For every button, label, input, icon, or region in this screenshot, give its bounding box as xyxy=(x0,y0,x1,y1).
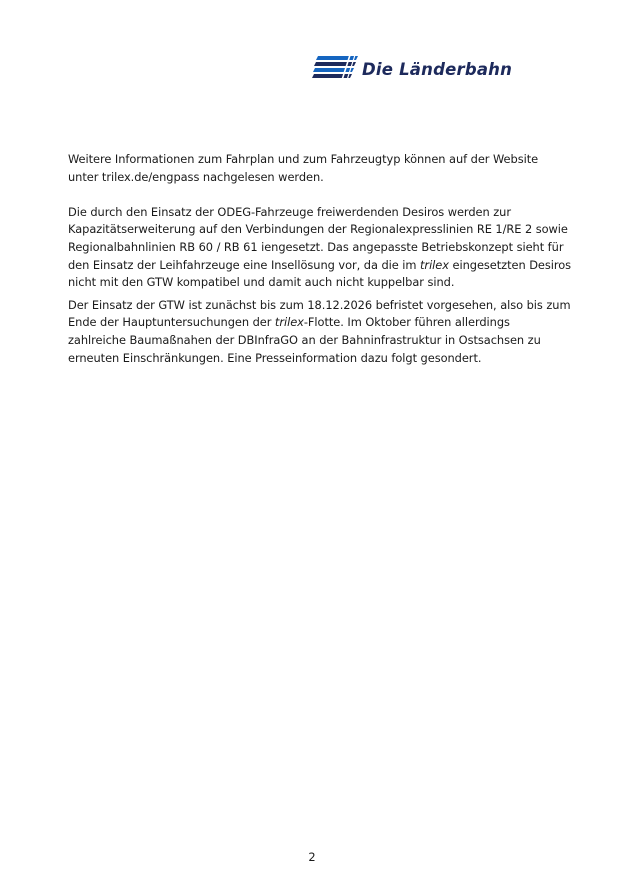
text-segment: den Einsatz der Leihfahrzeuge eine Insellösung vor, da die im xyxy=(68,257,421,272)
text-line: nicht mit den GTW kompatibel und damit auch nicht kuppelbar sind. xyxy=(68,275,455,290)
trilex-italic: trilex xyxy=(420,257,449,272)
text-segment: Ende der Hauptuntersuchungen der xyxy=(68,315,275,330)
text-line: Der Einsatz der GTW ist zunächst bis zum 18.12.2026 befristet vorgesehen, also bis zum xyxy=(68,297,571,312)
text-line: unter trilex.de/engpass nachgelesen werden. xyxy=(68,169,324,184)
text-line: erneuten Einschränkungen. Eine Presseinformation dazu folgt gesondert. xyxy=(68,350,482,365)
text-line: Regionalbahnlinien RB 60 / RB 61 iengesetzt. Das angepasste Betriebskonzept sieht für xyxy=(68,239,564,254)
text-line: zahlreiche Baumaßnahen der DBInfraGO an der Bahninfrastruktur in Ostsachsen zu xyxy=(68,332,541,347)
laenderbahn-logo-icon xyxy=(312,54,360,82)
trilex-italic: trilex xyxy=(274,315,304,330)
page-number: 2 xyxy=(308,850,316,864)
paragraph-gtw xyxy=(68,297,574,367)
text-line: Weitere Informationen zum Fahrplan und zum Fahrzeugtyp können auf der Website xyxy=(68,152,539,166)
text-line xyxy=(68,257,574,275)
body-text xyxy=(68,151,574,367)
text-segment: eingesetzten Desiros xyxy=(448,257,572,272)
text-line: Die durch den Einsatz der ODEG-Fahrzeuge freiwerdenden Desiros werden zur xyxy=(68,204,511,219)
paragraph-info xyxy=(68,151,574,186)
text-line xyxy=(68,314,574,332)
laenderbahn-logo xyxy=(312,54,568,84)
logo-text: Die Länderbahn xyxy=(362,60,513,79)
text-segment: -Flotte. Im Oktober führen allerdings xyxy=(303,315,510,330)
paragraph-desiros xyxy=(68,204,574,292)
text-line: Kapazitätserweiterung auf den Verbindungen der Regionalexpresslinien RE 1/RE 2 sowie xyxy=(68,222,568,237)
